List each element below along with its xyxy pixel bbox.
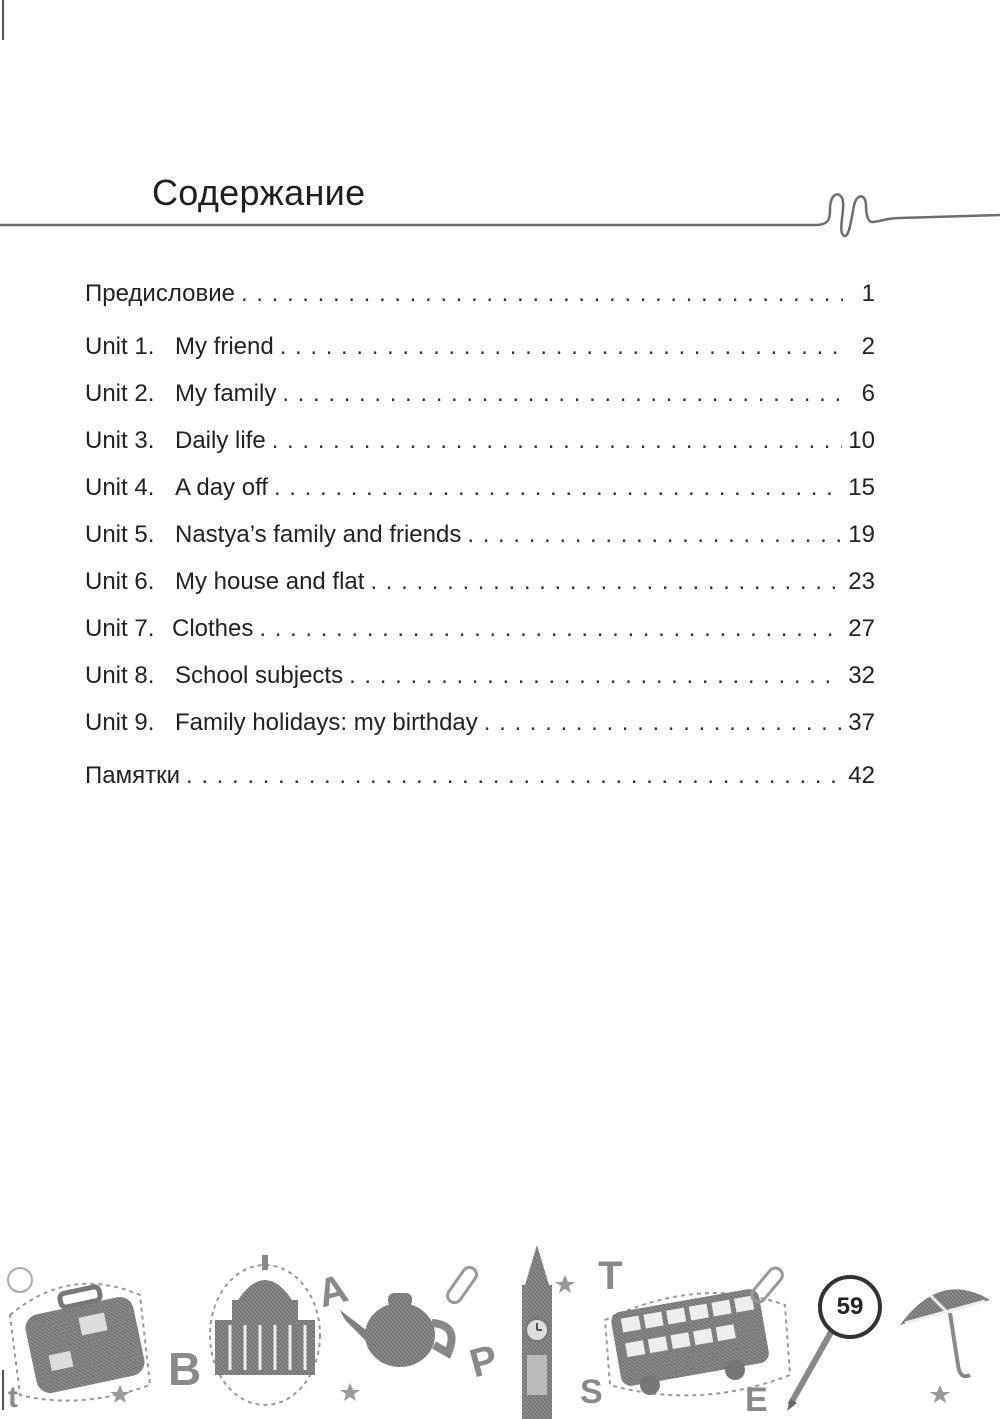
suitcase-icon	[8, 1268, 150, 1401]
paperclip-icon	[749, 1265, 785, 1305]
toc-unit-label: Unit 2.	[85, 380, 155, 407]
toc-entry-title: My family	[175, 380, 277, 407]
toc-leader-dots	[259, 615, 842, 643]
toc-entry-title: Family holidays: my birthday	[175, 709, 478, 736]
toc-entry[interactable]	[85, 280, 875, 320]
big-ben-icon	[522, 1245, 552, 1419]
toc-page-number: 2	[861, 333, 875, 360]
toc-entry-title: School subjects	[175, 662, 344, 689]
toc-entry[interactable]	[85, 427, 875, 467]
page-edge-mark	[2, 0, 4, 40]
toc-entry-title: Памятки	[85, 762, 180, 789]
toc-entry-title: My friend	[175, 333, 274, 360]
footer-letter-p: P	[465, 1336, 503, 1387]
toc-unit-label: Unit 8.	[85, 662, 155, 689]
footer-letter-b: B	[168, 1343, 202, 1395]
toc-entry[interactable]	[85, 709, 875, 749]
toc-leader-dots	[272, 427, 843, 455]
toc-unit-label: Unit 1.	[85, 333, 155, 360]
capitol-building-icon	[210, 1255, 320, 1405]
toc-leader-dots	[282, 380, 843, 408]
toc-page-number: 15	[848, 474, 875, 501]
paperclip-icon	[445, 1265, 479, 1306]
toc-entry-title: Предисловие	[85, 280, 235, 307]
toc-page-number: 23	[848, 568, 875, 595]
toc-entry-title: Daily life	[175, 427, 266, 454]
pencil-icon	[787, 1325, 835, 1411]
double-decker-bus-icon	[605, 1288, 790, 1396]
umbrella-flag-icon	[900, 1289, 990, 1376]
toc-leader-dots	[467, 521, 842, 549]
toc-entry[interactable]	[85, 762, 875, 802]
toc-leader-dots	[484, 709, 843, 737]
toc-entry[interactable]	[85, 521, 875, 561]
toc-leader-dots	[186, 762, 842, 790]
toc-entry[interactable]	[85, 474, 875, 514]
footer-letter-e: E	[745, 1381, 768, 1419]
toc-page-number: 42	[848, 762, 875, 789]
page-title: Содержание	[152, 172, 366, 213]
toc-unit-label: Unit 5.	[85, 521, 155, 548]
toc-leader-dots	[349, 662, 842, 690]
footer-letter-t: t	[8, 1381, 18, 1414]
toc-entry-title: A day off	[175, 474, 268, 501]
toc-entry[interactable]	[85, 380, 875, 420]
toc-page-number: 6	[861, 380, 875, 407]
toc-page-number: 1	[861, 280, 875, 307]
toc-page-number: 32	[848, 662, 875, 689]
toc-leader-dots	[274, 474, 842, 502]
toc-entry-title: Nastya’s family and friends	[175, 521, 462, 548]
teapot-icon	[340, 1293, 452, 1367]
toc-entry[interactable]	[85, 568, 875, 608]
toc-entry[interactable]	[85, 615, 875, 655]
toc-page-number: 27	[848, 615, 875, 642]
toc-page-number: 37	[848, 709, 875, 736]
toc-page-number: 19	[848, 521, 875, 548]
toc-entry-title: My house and flat	[175, 568, 365, 595]
title-underline-decoration	[0, 180, 1000, 260]
toc-page-number: 10	[848, 427, 875, 454]
toc-unit-label: Unit 6.	[85, 568, 155, 595]
toc-entry[interactable]	[85, 662, 875, 702]
toc-leader-dots	[370, 568, 842, 596]
toc-entry[interactable]	[85, 333, 875, 373]
page-number: 59	[818, 1275, 882, 1339]
toc-leader-dots	[280, 333, 843, 361]
toc-unit-label: Unit 3.	[85, 427, 155, 454]
footer-letter-t-2: T	[598, 1254, 623, 1298]
toc-unit-label: Unit 4.	[85, 474, 155, 501]
footer-letter-s: S	[580, 1373, 603, 1411]
toc-unit-label: Unit 7.	[85, 615, 155, 642]
toc-entry-title: Clothes	[172, 615, 254, 642]
toc-leader-dots	[241, 280, 843, 308]
footer-letter-a: A	[313, 1266, 353, 1317]
toc-unit-label: Unit 9.	[85, 709, 155, 736]
